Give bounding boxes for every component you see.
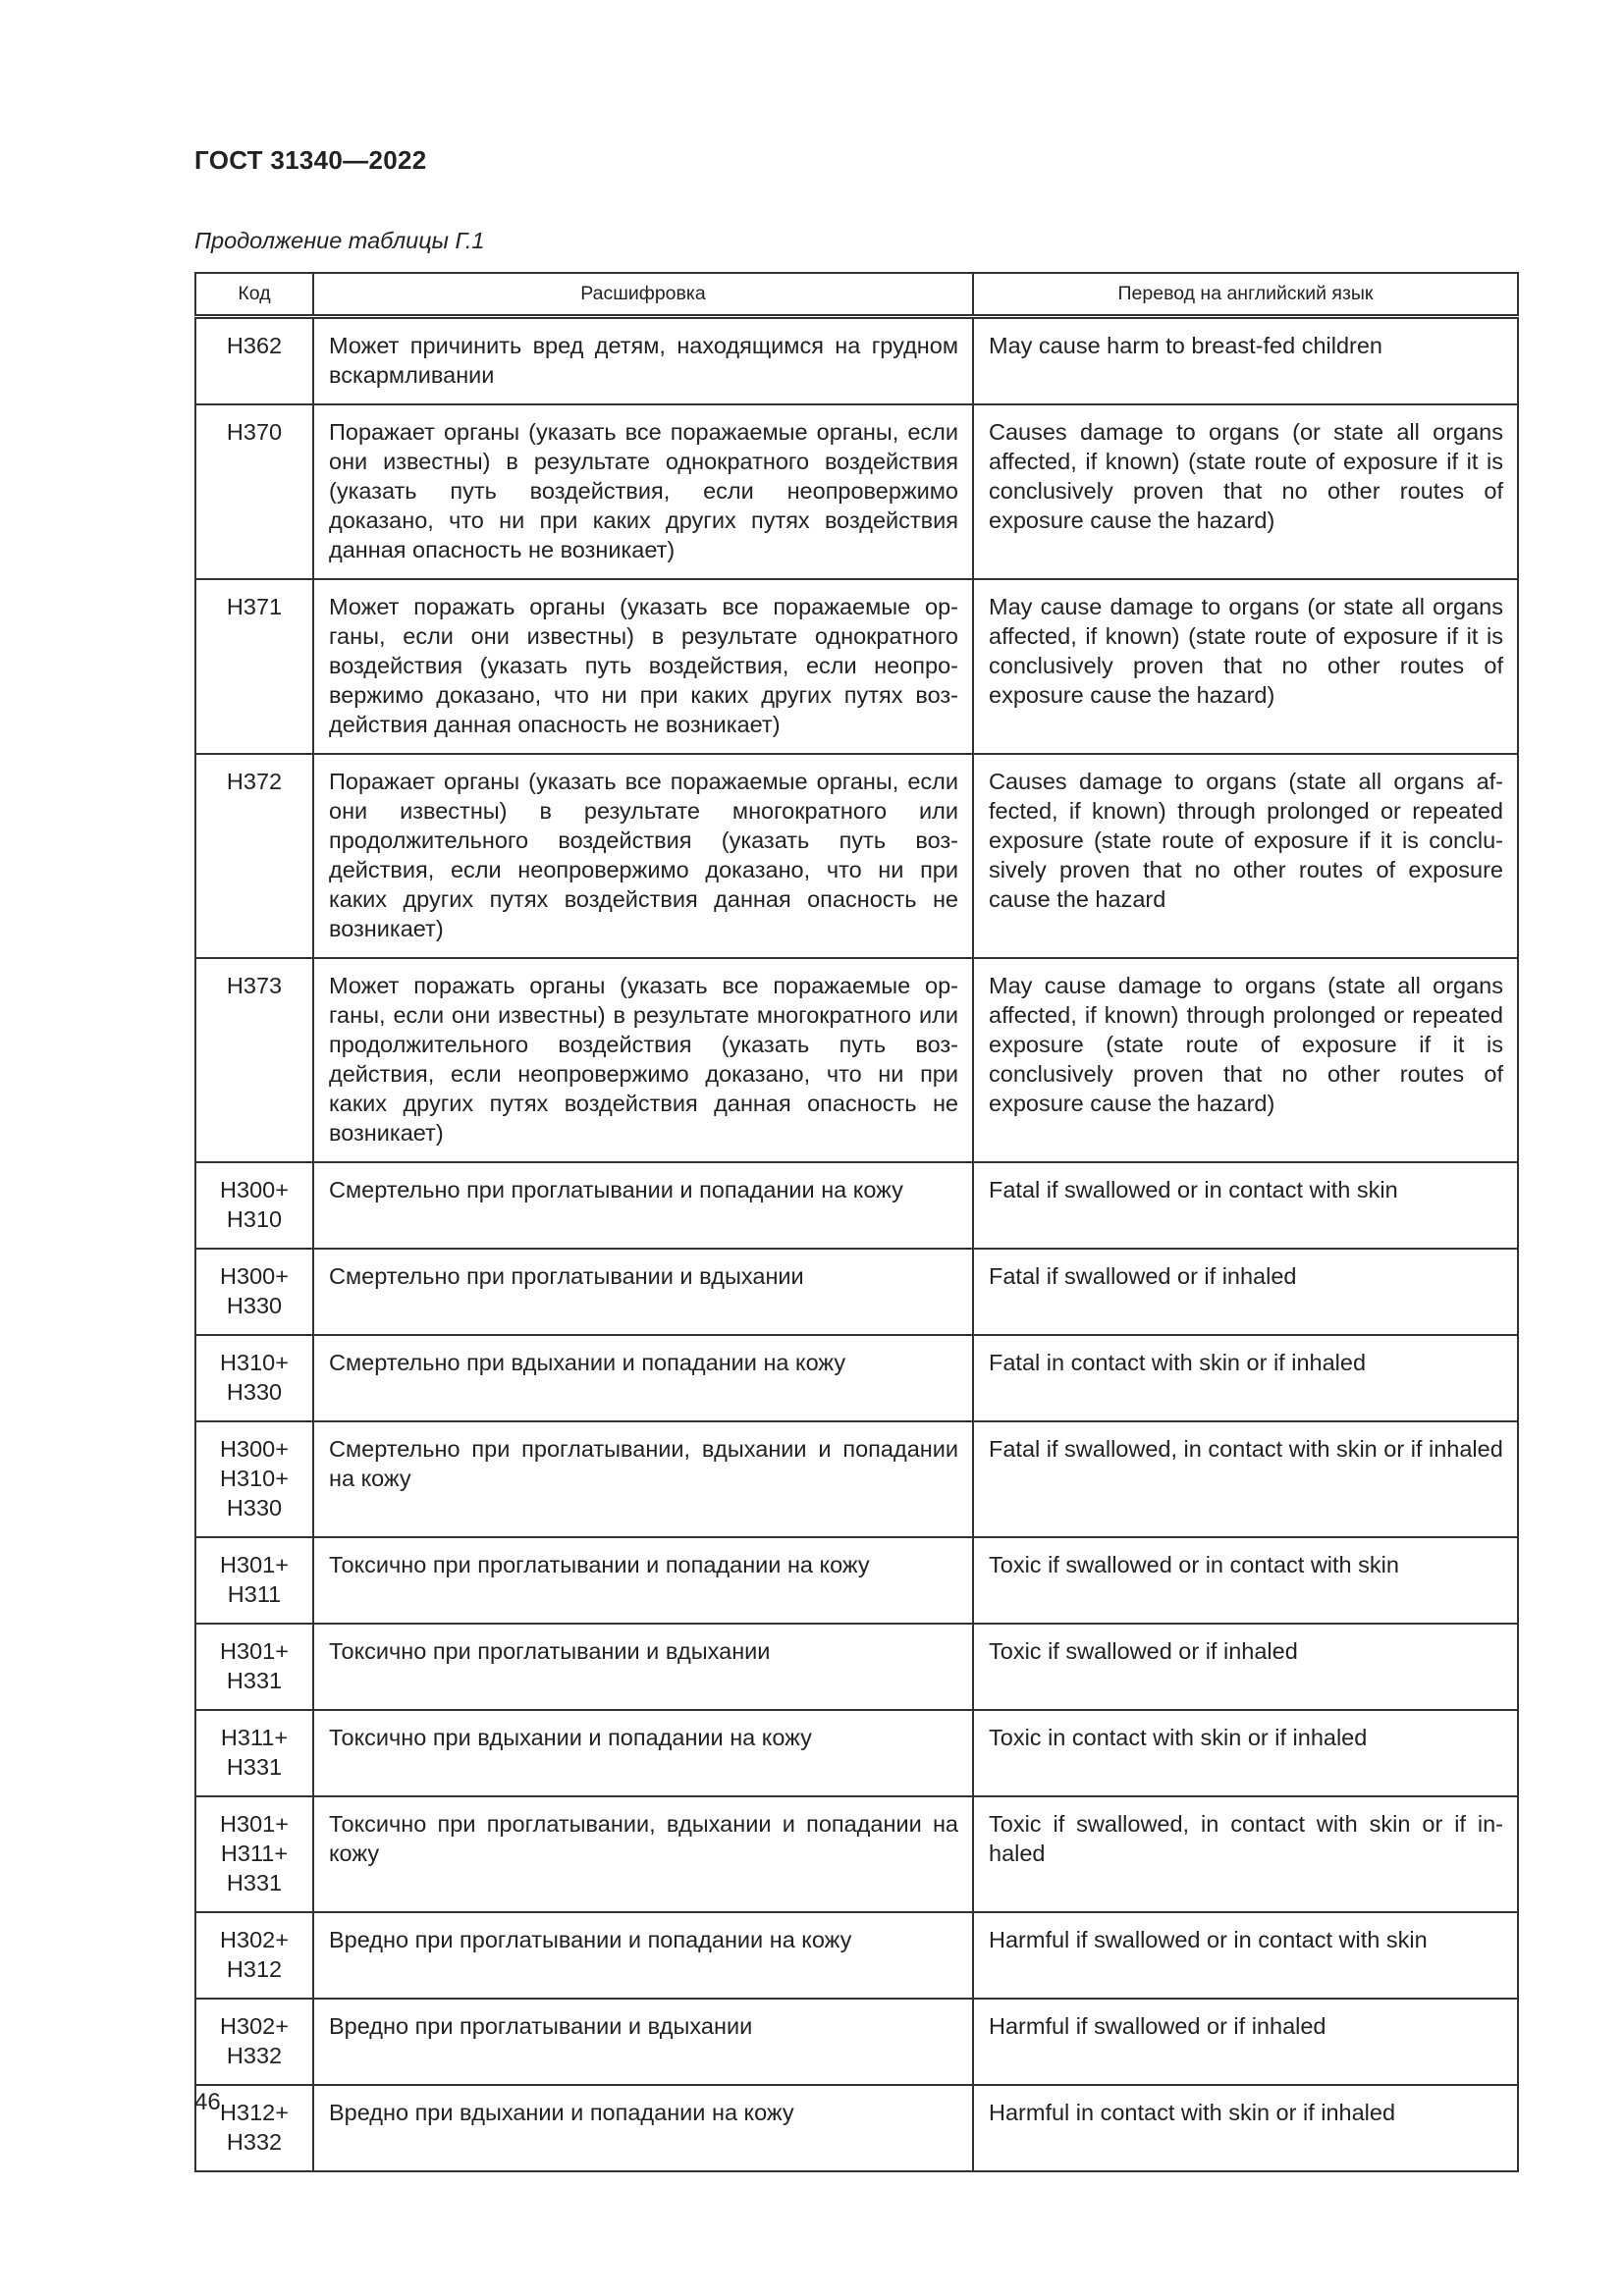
english-translation-cell: Toxic if swallowed, in contact with skin or if inhaled	[973, 1796, 1518, 1912]
english-translation-cell: May cause harm to breast-fed children	[973, 317, 1518, 405]
hazard-code-cell: H371	[195, 579, 313, 754]
table-row	[195, 2085, 1518, 2171]
english-translation-cell: Toxic if swallowed or in contact with skin	[973, 1537, 1518, 1624]
table-row	[195, 1912, 1518, 1999]
table-row	[195, 1537, 1518, 1624]
table-row	[195, 1796, 1518, 1912]
hazard-code-cell: H311+ H331	[195, 1710, 313, 1796]
english-translation-cell: Harmful if swallowed or in contact with skin	[973, 1912, 1518, 1999]
russian-description-cell: Смертельно при проглатывании и попадании на кожу	[313, 1162, 973, 1249]
column-header-en: Перевод на английский язык	[973, 273, 1518, 317]
document-header: ГОСТ 31340—2022	[194, 145, 427, 175]
russian-description-cell: Токсично при проглатывании, вдыхании и попадании на кожу	[313, 1796, 973, 1912]
russian-description-cell: Поражает органы (указать все поражаемые органы, если они известны) в результате многократного или продолжительного воздействия (указать путь воздействия, если неопровержимо доказано, что ни при каких других путях воздействия данная опасность не возникает)	[313, 754, 973, 958]
table-row	[195, 1421, 1518, 1537]
english-translation-cell: Fatal in contact with skin or if inhaled	[973, 1335, 1518, 1421]
russian-description-cell: Смертельно при проглатывании, вдыхании и попадании на кожу	[313, 1421, 973, 1537]
table-row	[195, 1710, 1518, 1796]
hazard-code-cell: H310+ H330	[195, 1335, 313, 1421]
hazard-code-cell: H301+ H331	[195, 1624, 313, 1710]
hazard-code-cell: H302+ H332	[195, 1999, 313, 2085]
english-translation-cell: Causes damage to organs (state all organs affected, if known) through prolonged or repeated exposure (state route of exposure if it is conclusively proven that no other routes of exposure cause the hazard	[973, 754, 1518, 958]
russian-description-cell: Смертельно при вдыхании и попадании на кожу	[313, 1335, 973, 1421]
russian-description-cell: Вредно при вдыхании и попадании на кожу	[313, 2085, 973, 2171]
english-translation-cell: Toxic in contact with skin or if inhaled	[973, 1710, 1518, 1796]
hazard-code-cell: H300+ H310+ H330	[195, 1421, 313, 1537]
russian-description-cell: Токсично при проглатывании и попадании на кожу	[313, 1537, 973, 1624]
table-body	[195, 317, 1518, 2172]
hazard-code-cell: H312+ H332	[195, 2085, 313, 2171]
table-row	[195, 1162, 1518, 1249]
table-header-row	[195, 273, 1518, 317]
hazard-code-cell: H300+ H330	[195, 1249, 313, 1335]
table-row	[195, 317, 1518, 405]
hazard-code-cell: H370	[195, 404, 313, 579]
column-header-ru: Расшифровка	[313, 273, 973, 317]
english-translation-cell: Fatal if swallowed, in contact with skin or if inhaled	[973, 1421, 1518, 1537]
russian-description-cell: Смертельно при проглатывании и вдыхании	[313, 1249, 973, 1335]
russian-description-cell: Может поражать органы (указать все поражаемые органы, если они известны) в результате многократного или продолжительного воздействия (указать путь воздействия, если неопровержимо доказано, что ни при каких других путях воздействия данная опасность не возникает)	[313, 958, 973, 1162]
table-row	[195, 404, 1518, 579]
russian-description-cell: Токсично при проглатывании и вдыхании	[313, 1624, 973, 1710]
english-translation-cell: Causes damage to organs (or state all organs affected, if known) (state route of exposure if it is conclusively proven that no other routes of exposure cause the hazard)	[973, 404, 1518, 579]
english-translation-cell: Toxic if swallowed or if inhaled	[973, 1624, 1518, 1710]
russian-description-cell: Токсично при вдыхании и попадании на кожу	[313, 1710, 973, 1796]
russian-description-cell: Вредно при проглатывании и попадании на кожу	[313, 1912, 973, 1999]
hazard-code-cell: H300+ H310	[195, 1162, 313, 1249]
table-caption: Продолжение таблицы Г.1	[194, 228, 485, 253]
russian-description-cell: Поражает органы (указать все поражаемые органы, если они известны) в результате однократного воздействия (указать путь воздействия, если неопровержимо доказано, что ни при каких других путях воздействия данная опасность не возникает)	[313, 404, 973, 579]
english-translation-cell: Fatal if swallowed or in contact with skin	[973, 1162, 1518, 1249]
table-row	[195, 1999, 1518, 2085]
hazard-statements-table	[194, 272, 1519, 2172]
column-header-code: Код	[195, 273, 313, 317]
hazard-code-cell: H301+ H311	[195, 1537, 313, 1624]
hazard-code-cell: H373	[195, 958, 313, 1162]
table-row	[195, 754, 1518, 958]
table-row	[195, 958, 1518, 1162]
hazard-code-cell: H301+ H311+ H331	[195, 1796, 313, 1912]
english-translation-cell: Harmful in contact with skin or if inhaled	[973, 2085, 1518, 2171]
table-row	[195, 1249, 1518, 1335]
hazard-code-cell: H372	[195, 754, 313, 958]
russian-description-cell: Вредно при проглатывании и вдыхании	[313, 1999, 973, 2085]
hazard-code-cell: H302+ H312	[195, 1912, 313, 1999]
english-translation-cell: Harmful if swallowed or if inhaled	[973, 1999, 1518, 2085]
hazard-code-cell: H362	[195, 317, 313, 405]
page-number: 46	[194, 2089, 221, 2115]
russian-description-cell: Может причинить вред детям, находящимся на грудном вскармливании	[313, 317, 973, 405]
english-translation-cell: May cause damage to organs (or state all organs affected, if known) (state route of exposure if it is conclusively proven that no other routes of exposure cause the hazard)	[973, 579, 1518, 754]
english-translation-cell: Fatal if swallowed or if inhaled	[973, 1249, 1518, 1335]
table-row	[195, 1335, 1518, 1421]
russian-description-cell: Может поражать органы (указать все поражаемые органы, если они известны) в результате однократного воздействия (указать путь воздействия, если неопровержимо доказано, что ни при каких других путях воздействия данная опасность не возникает)	[313, 579, 973, 754]
table-row	[195, 579, 1518, 754]
table-row	[195, 1624, 1518, 1710]
english-translation-cell: May cause damage to organs (state all organs affected, if known) through prolonged or repeated exposure (state route of exposure if it is conclusively proven that no other routes of exposure cause the hazard)	[973, 958, 1518, 1162]
